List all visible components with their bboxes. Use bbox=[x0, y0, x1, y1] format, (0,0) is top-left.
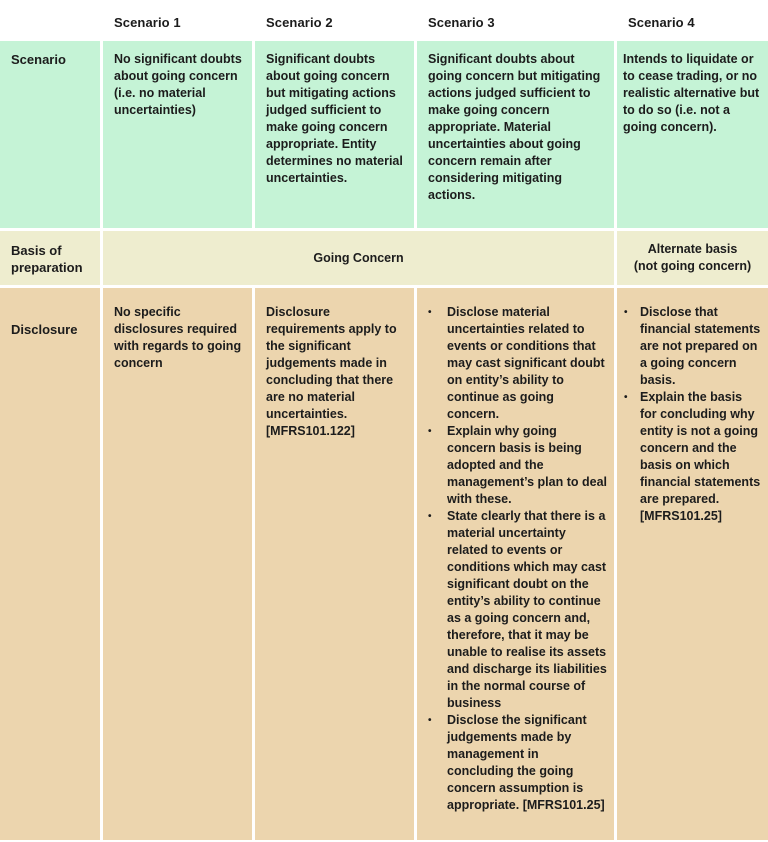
disclosure-s3-bullet-1 bbox=[425, 304, 608, 423]
scenario-1-text: No significant doubts about going concern (i.e. no material uncertainties) bbox=[114, 52, 242, 117]
basis-row-label: Basis of preparation bbox=[11, 243, 83, 275]
disclosure-s3-bullet-2-text: Explain why going concern basis is being adopted and the management’s plan to deal with these. bbox=[447, 424, 607, 506]
row-label-basis-of-preparation bbox=[0, 231, 100, 285]
disclosure-s3-bullet-1-text: Disclose material uncertainties related to events or conditions that may cast significant doubt on entity’s ability to continue as going concern. bbox=[447, 305, 605, 421]
scenario-2-text: Significant doubts about going concern but mitigating actions judged sufficient to make going concern appropriate. Entity determines no material uncertainties. bbox=[266, 52, 403, 185]
header-scenario-2-label: Scenario 2 bbox=[266, 15, 333, 30]
disclosure-s3-bullet-3 bbox=[425, 508, 608, 712]
basis-going-concern-cell bbox=[103, 231, 614, 285]
disclosure-scenario-3 bbox=[417, 288, 614, 840]
row-label-scenario bbox=[0, 41, 100, 228]
disclosure-scenario-2 bbox=[255, 288, 414, 840]
disclosure-scenario-1-text: No specific disclosures required with regards to going concern bbox=[114, 305, 242, 370]
header-scenario-1-label: Scenario 1 bbox=[114, 15, 181, 30]
disclosure-scenario-4 bbox=[617, 288, 768, 840]
scenario-3-description bbox=[417, 41, 614, 228]
row-label-disclosure bbox=[0, 288, 100, 840]
disclosure-scenario-2-text: Disclosure requirements apply to the significant judgements made in concluding that there are no material uncertainties. [MFRS101.122] bbox=[266, 305, 397, 438]
disclosure-s4-bullet-1 bbox=[621, 304, 762, 389]
disclosure-s3-bullet-4 bbox=[425, 712, 608, 814]
bullet-icon: • bbox=[428, 426, 432, 437]
bullet-icon: • bbox=[428, 715, 432, 726]
scenario-2-description bbox=[255, 41, 414, 228]
alternate-basis-line1: Alternate basis bbox=[647, 242, 738, 256]
basis-alternate-cell bbox=[617, 231, 768, 285]
header-scenario-1 bbox=[103, 0, 252, 38]
scenario-3-text: Significant doubts about going concern but mitigating actions judged sufficient to make going concern appropriate. Material uncertainties about going concern remain after considering mitigating actions. bbox=[428, 52, 601, 202]
disclosure-s4-bullet-1-text: Disclose that financial statements are not prepared on a going concern basis. bbox=[640, 305, 761, 387]
disclosure-scenario-1 bbox=[103, 288, 252, 840]
scenario-row-label: Scenario bbox=[11, 52, 66, 67]
scenario-1-description bbox=[103, 41, 252, 228]
disclosure-s3-bullet-3-text: State clearly that there is a material uncertainty related to events or conditions which may cast significant doubt on the entity’s ability to continue as a going concern and, therefore, that it may be unable to realise its assets and discharge its liabilities in the normal course of business bbox=[447, 509, 607, 710]
disclosure-s4-bullet-2 bbox=[621, 389, 762, 525]
header-scenario-3-label: Scenario 3 bbox=[428, 15, 495, 30]
bullet-icon: • bbox=[428, 307, 432, 318]
scenario-4-description bbox=[617, 41, 768, 228]
disclosure-s3-bullet-2 bbox=[425, 423, 608, 508]
header-empty-cell bbox=[0, 0, 100, 38]
header-scenario-4-label: Scenario 4 bbox=[628, 15, 695, 30]
header-scenario-4 bbox=[617, 0, 768, 38]
disclosure-s3-bullet-4-text: Disclose the significant judgements made by management in concluding the going concern assumption is appropriate. [MFRS101.25] bbox=[447, 713, 605, 812]
disclosure-row-label: Disclosure bbox=[11, 322, 78, 337]
bullet-icon: • bbox=[624, 307, 628, 318]
going-concern-text: Going Concern bbox=[313, 250, 404, 265]
bullet-icon: • bbox=[428, 511, 432, 522]
bullet-icon: • bbox=[624, 392, 628, 403]
alternate-basis-line2: (not going concern) bbox=[633, 259, 752, 273]
scenario-4-text: Intends to liquidate or to cease trading, or no realistic alternative but to do so (i.e. not a going concern). bbox=[623, 52, 760, 134]
disclosure-s4-bullet-2-text: Explain the basis for concluding why entity is not a going concern and the basis on which financial statements are prepared. [MFRS101.25] bbox=[640, 390, 761, 523]
header-scenario-2 bbox=[255, 0, 414, 38]
header-scenario-3 bbox=[417, 0, 614, 38]
